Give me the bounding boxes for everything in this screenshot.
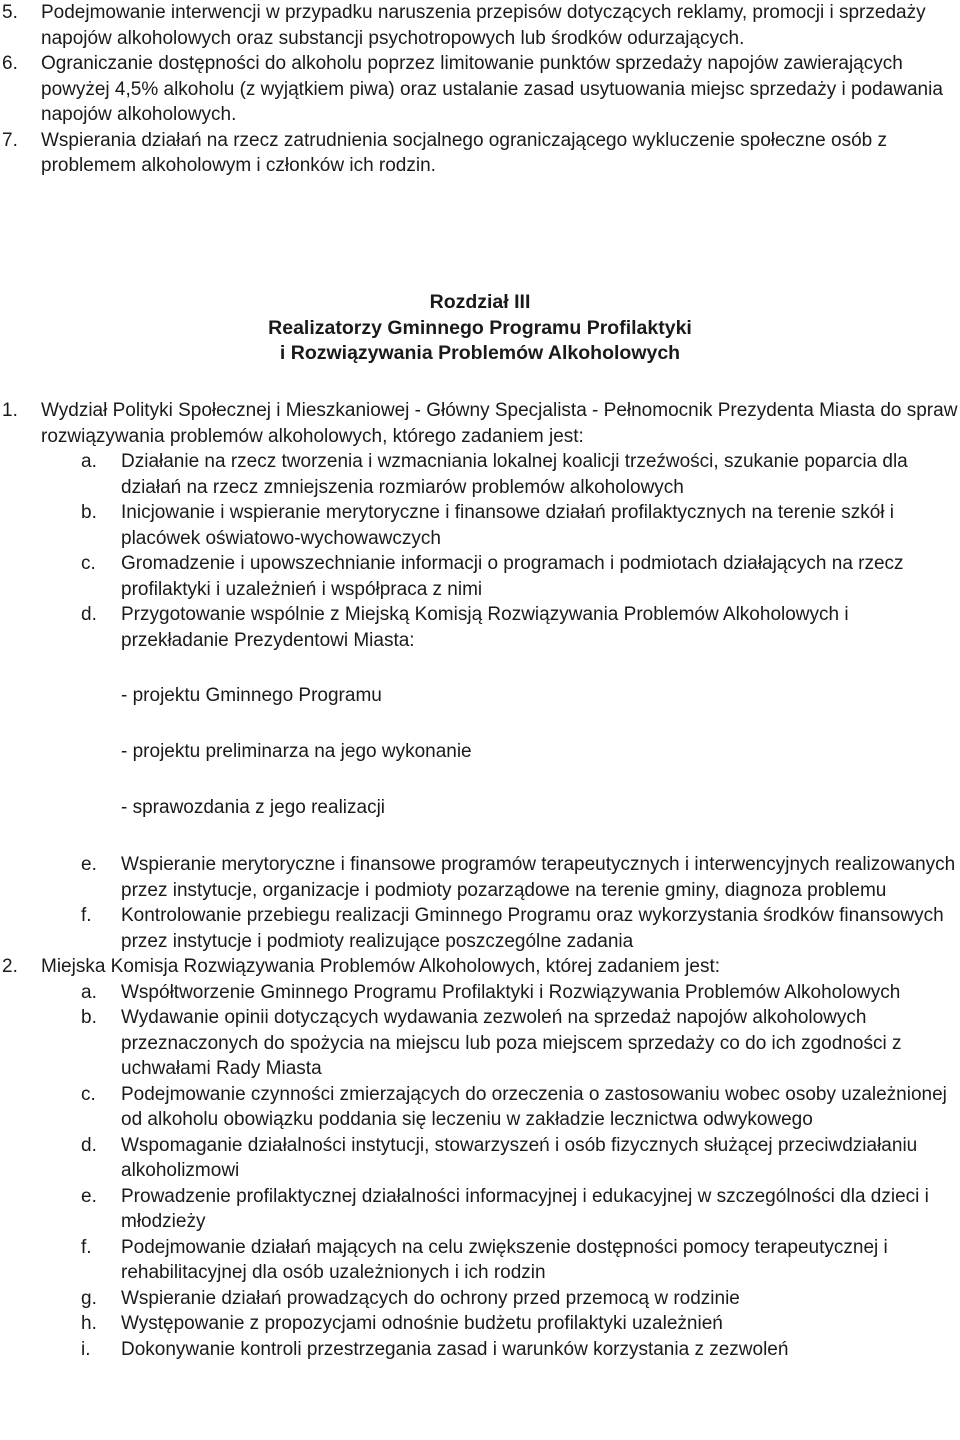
dash-line-1: - projektu Gminnego Programu [121, 685, 382, 706]
item-text: Wydział Polityki Społecznej i Mieszkaniowej - Główny Specjalista - Pełnomocnik Prezydenta Miasta do spraw rozwiązywania problemów alkoholowych, którego zadaniem jest: [41, 400, 958, 447]
chapter-title-line-1: Realizatorzy Gminnego Programu Profilaktyki [268, 316, 692, 339]
sub-item-b [0, 1005, 960, 1082]
item-letter: d. [81, 1134, 97, 1156]
item-number: 1. [2, 400, 18, 421]
sub-item-e [0, 1184, 960, 1235]
sub-item-i [0, 1337, 960, 1363]
item-text: Kontrolowanie przebiegu realizacji Gminnego Programu oraz wykorzystania środków finansowych przez instytucje i podmioty realizujące poszczególne zadania [121, 905, 944, 952]
list-item-7 [0, 128, 960, 179]
item-number: 5. [2, 2, 18, 23]
item-letter: c. [81, 553, 96, 574]
previous-section-list [0, 0, 960, 179]
item-letter: a. [81, 451, 97, 472]
item-letter: a. [81, 981, 97, 1003]
item-letter: h. [81, 1313, 97, 1334]
dash-line-3: - sprawozdania z jego realizacji [121, 797, 386, 818]
item-text: Podejmowanie interwencji w przypadku naruszenia przepisów dotyczących reklamy, promocji i sprzedaży napojów alkoholowych oraz substancji psychotropowych lub środków odurzających. [41, 2, 926, 49]
item-text: Miejska Komisja Rozwiązywania Problemów Alkoholowych, której zadaniem jest: [41, 956, 720, 977]
sub-item-a [0, 980, 960, 1006]
sub-item-a [0, 449, 960, 500]
chapter-heading [0, 290, 960, 367]
list-item-6 [0, 51, 960, 128]
list-item-5 [0, 0, 960, 51]
item-letter: f. [81, 1236, 92, 1258]
list-item-point-1 [0, 398, 960, 449]
list-item-point-2 [0, 954, 960, 980]
sub-item-c [0, 1082, 960, 1133]
dash-line-2: - projektu preliminarza na jego wykonanie [121, 741, 472, 762]
item-letter: b. [81, 1007, 97, 1028]
item-text: Wspierania działań na rzecz zatrudnienia socjalnego ograniczającego wykluczenie społeczne osób z problemem alkoholowym i członków ich rodzin. [41, 129, 887, 176]
item-number: 7. [2, 129, 18, 151]
item-text: Podejmowanie działań mających na celu zwiększenie dostępności pomocy terapeutycznej i rehabilitacyjnej dla osób uzależnionych i ich rodzin [121, 1236, 888, 1283]
sub-item-e [0, 852, 960, 903]
item-letter: d. [81, 604, 97, 625]
item-text: Wspomaganie działalności instytucji, stowarzyszeń i osób fizycznych służącej przeciwdziałaniu alkoholizmowi [121, 1134, 918, 1181]
chapter-title-line-2: i Rozwiązywania Problemów Alkoholowych [279, 342, 681, 364]
item-text: Występowanie z propozycjami odnośnie budżetu profilaktyki uzależnień [121, 1313, 723, 1334]
sub-item-c [0, 551, 960, 602]
item-text: Dokonywanie kontroli przestrzegania zasad i warunków korzystania z zezwoleń [121, 1338, 789, 1360]
item-text: Gromadzenie i upowszechnianie informacji o programach i podmiotach działających na rzecz profilaktyki i uzależnień i współpraca z nimi [121, 553, 904, 600]
sub-item-d [0, 1133, 960, 1184]
item-letter: b. [81, 502, 97, 523]
sub-item-g [0, 1286, 960, 1312]
point-1-continued-and-point-2 [0, 852, 960, 1362]
item-letter: e. [81, 1185, 97, 1207]
item-letter: c. [81, 1083, 96, 1105]
item-text: Inicjowanie i wspieranie merytoryczne i finansowe działań profilaktycznych na terenie szkół i placówek oświatowo-wychowawczych [121, 502, 895, 549]
item-text: Wspieranie działań prowadzących do ochrony przed przemocą w rodzinie [121, 1287, 740, 1309]
chapter-number: Rozdział III [429, 291, 531, 313]
sub-item-d [0, 602, 960, 653]
item-text: Przygotowanie wspólnie z Miejską Komisją Rozwiązywania Problemów Alkoholowych i przekładanie Prezydentowi Miasta: [121, 604, 849, 651]
item-letter: e. [81, 854, 97, 875]
item-letter: f. [81, 905, 92, 926]
sub-item-f [0, 903, 960, 954]
item-letter: g. [81, 1287, 97, 1309]
item-number: 2. [2, 956, 18, 977]
sub-item-h [0, 1311, 960, 1337]
item-text: Współtworzenie Gminnego Programu Profilaktyki i Rozwiązywania Problemów Alkoholowych [121, 981, 901, 1003]
item-text: Podejmowanie czynności zmierzających do orzeczenia o zastosowaniu wobec osoby uzależnionej od alkoholu obowiązku poddania się leczeniu w zakładzie lecznictwa odwykowego [121, 1083, 947, 1130]
item-text: Ograniczanie dostępności do alkoholu poprzez limitowanie punktów sprzedaży napojów zawierających powyżej 4,5% alkoholu (z wyjątkiem piwa) oraz ustalanie zasad usytuowania miejsc sprzedaży i podawania napojów alkoholowych. [41, 53, 943, 125]
item-number: 6. [2, 53, 18, 74]
item-text: Wydawanie opinii dotyczących wydawania zezwoleń na sprzedaż napojów alkoholowych przeznaczonych do spożycia na miejscu lub poza miejscem sprzedaży co do ich zgodności z uchwałami Rady Miasta [121, 1007, 902, 1079]
item-text: Działanie na rzecz tworzenia i wzmacniania lokalnej koalicji trzeźwości, szukanie poparcia dla działań na rzecz zmniejszenia rozmiarów problemów alkoholowych [121, 451, 908, 498]
item-text: Prowadzenie profilaktycznej działalności informacyjnej i edukacyjnej w szczególności dla dzieci i młodzieży [121, 1185, 929, 1232]
item-letter: i. [81, 1338, 91, 1360]
sub-item-f [0, 1235, 960, 1286]
item-text: Wspieranie merytoryczne i finansowe programów terapeutycznych i interwencyjnych realizowanych przez instytucje, organizacje i podmioty pozarządowe na terenie gminy, diagnoza problemu [121, 854, 956, 901]
sub-item-b [0, 500, 960, 551]
point-1-block [0, 398, 960, 653]
